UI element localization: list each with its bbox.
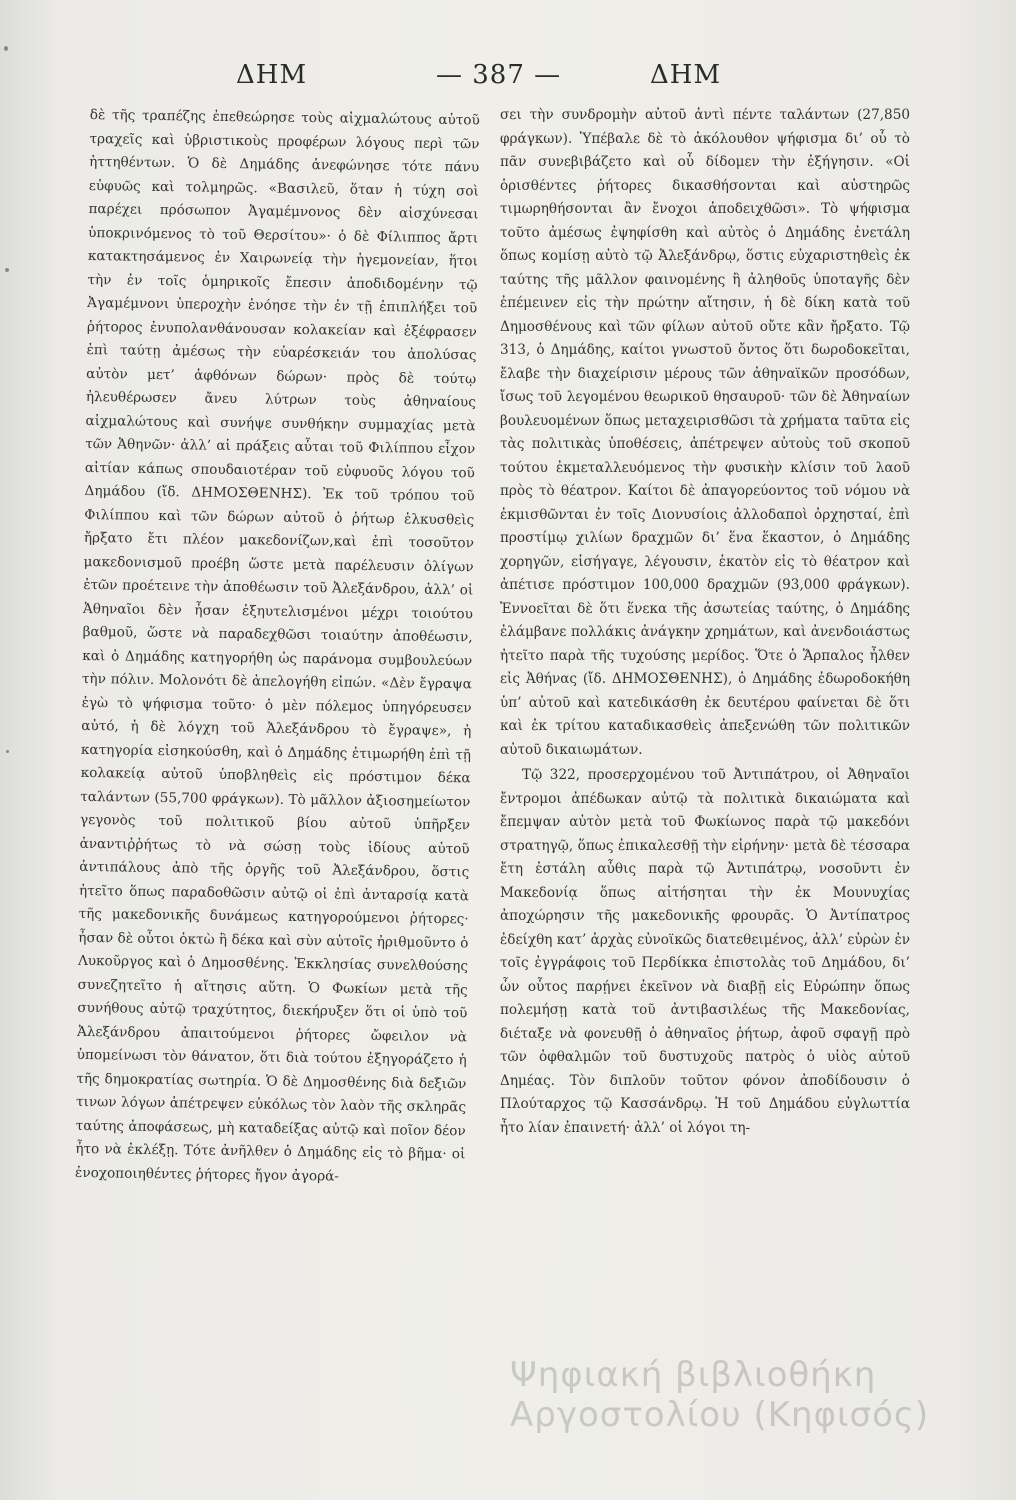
ink-speck	[6, 750, 9, 753]
header-left-word: ΔΗΜ	[236, 60, 308, 90]
library-watermark	[510, 1355, 950, 1435]
left-paragraph-1: δὲ τῆς τραπέζης ἐπεθεώρησε τοὺς αἰχμαλώτους αὐτοῦ τραχεῖς καὶ ὑβριστικοὺς προφέρων λόγους περὶ τῶν ἡττηθέντων. Ὁ δὲ Δημάδης ἀνεφώνησε τότε πάνυ εὐφυῶς καὶ τολμηρῶς. «Βασιλεῦ, ὅταν ἡ τύχη σοὶ παρέχει πρόσωπον Ἀγαμέμνονος δὲν αἰσχύνεσαι ὑποκρινόμενος τὸ τοῦ Θερσίτου»· ὁ δὲ Φίλιππος ἄρτι κατακτησάμενος ἐν Χαιρωνείᾳ τὴν ἡγεμονείαν, ἥτοι τὴν ἐν τοῖς ὁμηρικοῖς ἔπεσιν ἀποδιδομένην τῷ Ἀγαμέμνονι ὑπεροχὴν ἐνόησε τὴν ἐν τῇ ἐπιπλήξει τοῦ ῥήτορος ἐνυπολανθάνουσαν κολακείαν καὶ ἐξέφρασεν ἐπὶ ταύτῃ ἀμέσως τὴν εὐαρέσκειάν του ἀπολύσας αὐτὸν μετ’ ἀφθόνων δώρων· πρὸς δὲ τούτῳ ἠλευθέρωσεν ἄνευ λύτρων τοὺς ἀθηναίους αἰχμαλώτους καὶ συνήψε συνθήκην συμμαχίας μετὰ τῶν Ἀθηνῶν· ἀλλ’ αἱ πράξεις αὗται τοῦ Φιλίππου εἶχον αἰτίαν κάπως σπουδαιοτέραν τοῦ εὐφυοῦς λόγου τοῦ Δημάδου (ἴδ. ΔΗΜΟΣΘΕΝΗΣ). Ἐκ τοῦ τρόπου τοῦ Φιλίππου καὶ τῶν δώρων αὐτοῦ ὁ ῥήτωρ ἑλκυσθεὶς ἤρξατο ἔτι πλέον μακεδονίζων,καὶ ἐπὶ τοσοῦτον μακεδονισμοῦ προέβη ὥστε μετὰ παρέλευσιν ὀλίγων ἐτῶν προέτεινε τὴν ἀποθέωσιν τοῦ Ἀλεξάνδρου, ἀλλ’ οἱ Ἀθηναῖοι δὲν ἦσαν ἐξηυτελισμένοι μέχρι τοιούτου βαθμοῦ, ὥστε νὰ παραδεχθῶσι τοιαύτην ἀποθέωσιν, καὶ ὁ Δημάδης κατηγορήθη ὡς παράνομα συμβουλεύων τὴν πόλιν. Μολονότι δὲ ἀπελογήθη εἰπών. «Δὲν ἔγραψα ἐγὼ τὸ ψήφισμα τοῦτο· ὁ μὲν πόλεμος ὑπηγόρευσεν αὐτό, ἡ δὲ λόγχη τοῦ Ἀλεξάνδρου τὸ ἔγραψε», ἡ κατηγορία εἰσηκούσθη, καὶ ὁ Δημάδης ἐτιμωρήθη ἐπὶ τῇ κολακείᾳ αὐτοῦ ὑποβληθεὶς εἰς πρόστιμον δέκα ταλάντων (55,700 φράγκων). Τὸ μᾶλλον ἀξιοσημείωτον γεγονὸς τοῦ πολιτικοῦ βίου αὐτοῦ ὑπῆρξεν ἀναντιῤῥήτως τὸ νὰ σώσῃ τοὺς ἰδίους αὐτοῦ ἀντιπάλους ἀπὸ τῆς ὀργῆς τοῦ Ἀλεξάνδρου, ὅστις ἠτεῖτο ὅπως παραδοθῶσιν αὐτῷ οἱ ἐπὶ ἀνταρσίᾳ κατὰ τῆς μακεδονικῆς δυνάμεως κατηγορούμενοι ῥήτορες· ἦσαν δὲ οὗτοι ὀκτὼ ἢ δέκα καὶ σὺν αὐτοῖς ἠριθμοῦντο ὁ Λυκοῦργος καὶ ὁ Δημοσθένης. Ἐκκλησίας συνελθούσης συνεζητεῖτο ἡ αἴτησις αὕτη. Ὁ Φωκίων μετὰ τῆς συνήθους αὐτῷ τραχύτητος, διεκήρυξεν ὅτι οἱ ὑπὸ τοῦ Ἀλεξάνδρου ἀπαιτούμενοι ῥήτορες ὤφειλον νὰ ὑπομείνωσι τὸν θάνατον, ὅτι διὰ τούτου ἐξηγοράζετο ἡ τῆς δημοκρατίας σωτηρία. Ὁ δὲ Δημοσθένης διὰ δεξιῶν τινων λόγων ἀπέτρεψεν εὐκόλως τὸν λαὸν τῆς σκληρᾶς ταύτης ἀποφάσεως, μὴ καταδείξας αὐτῷ καὶ ποῖον δέον ἦτο νὰ ἐκλέξῃ. Τότε ἀνῆλθεν ὁ Δημάδης εἰς τὸ βῆμα· οἱ ἐνοχοποιηθέντες ῥήτορες ἤγον ἀγορά-	[74, 106, 480, 1185]
right-text-column	[500, 104, 910, 1140]
left-text-column	[75, 104, 480, 1190]
ink-speck	[4, 46, 8, 51]
running-header	[0, 60, 1016, 100]
header-right-word: ΔΗΜ	[650, 60, 722, 90]
page-number: — 387 —	[436, 60, 562, 90]
watermark-line-1: Ψηφιακή βιβλιοθήκη	[510, 1355, 877, 1395]
watermark-line-2: Αργοστολίου (Κηφισός)	[510, 1395, 930, 1435]
ink-speck	[5, 268, 9, 272]
right-paragraph-2: Τῷ 322, προσερχομένου τοῦ Ἀντιπάτρου, οἱ Ἀθηναῖοι ἔντρομοι ἀπέδωκαν αὐτῷ τὰ πολιτικὰ δικαιώματα καὶ ἔπεμψαν αὐτὸν μετὰ τοῦ Φωκίωνος παρὰ τῷ μακεδόνι στρατηγῷ, ὅπως ἐπικαλεσθῇ τὴν εἰρήνην· μετὰ δὲ τέσσαρα ἔτη ἐστάλη αὖθις παρὰ τῷ Ἀντιπάτρῳ, νοσοῦντι ἐν Μακεδονίᾳ ὅπως αἰτήσηται τὴν ἐκ Μουνυχίας ἀποχώρησιν τῆς μακεδονικῆς φρουρᾶς. Ὁ Ἀντίπατρος ἐδείχθη κατ’ ἀρχὰς εὐνοϊκῶς διατεθειμένος, ἀλλ’ εὑρὼν ἐν τοῖς ἐγγράφοις τοῦ Περδίκκα ἐπιστολὰς τοῦ Δημάδου, δι’ ὧν οὗτος παρῄνει ἐκεῖνον νὰ διαβῇ εἰς Εὐρώπην ὅπως πολεμήσῃ κατὰ τοῦ ἀντιβασιλέως τῆς Μακεδονίας, διέταξε νὰ φονευθῇ ὁ ἀθηναῖος ῥήτωρ, ἀφοῦ σφαγῇ πρὸ τῶν ὀφθαλμῶν τοῦ δυστυχοῦς πατρὸς ὁ υἱὸς αὐτοῦ Δημέας. Τὸν διπλοῦν τοῦτον φόνον ἀποδίδουσιν ὁ Πλούταρχος τῷ Κασσάνδρῳ. Ἡ τοῦ Δημάδου εὐγλωττία ἦτο λίαν ἐπαινετή· ἀλλ’ οἱ λόγοι τη-	[500, 767, 910, 1136]
right-paragraph-1: σει τὴν συνδρομὴν αὐτοῦ ἀντὶ πέντε ταλάντων (27,850 φράγκων). Ὑπέβαλε δὲ τὸ ἀκόλουθον ψήφισμα δι’ οὗ τὸ πᾶν συνεβιβάζετο καὶ οὗ δίδομεν τὴν ἐξήγησιν. «Οἱ ὁρισθέντες ῥήτορες δικασθήσονται καὶ αὐστηρῶς τιμωρηθήσονται ἂν ἔνοχοι ἀποδειχθῶσι». Τὸ ψήφισμα τοῦτο ἀμέσως ἐψηφίσθη καὶ αὐτὸς ὁ Δημάδης ἐνετάλη ὅπως κομίσῃ αὐτὸ τῷ Ἀλεξάνδρῳ, ὅστις εὐχαριστηθεὶς ἐκ ταύτης τῆς μᾶλλον φαινομένης ἢ ἀληθοῦς ὑποταγῆς δὲν ἐπέμεινεν εἰς τὴν πρώτην αἴτησιν, ἡ δὲ δίκη κατὰ τοῦ Δημοσθένους καὶ τῶν φίλων αὐτοῦ οὔτε κἂν ἤρξατο. Τῷ 313, ὁ Δημάδης, καίτοι γνωστοῦ ὄντος ὅτι δωροδοκεῖται, ἔλαβε τὴν διαχείρισιν μέρους τῶν ἀθηναϊκῶν προσόδων, ἴσως τοῦ λεγομένου θεωρικοῦ θησαυροῦ· τῶν δὲ Ἀθηναίων βουλευομένων ὅπως μεταχειρισθῶσι τὰ χρήματα ταῦτα εἰς τὰς πολιτικὰς ὑποθέσεις, ἀπέτρεψεν αὐτοὺς τοῦ σκοποῦ τούτου ἐκμεταλλευόμενος τὴν φυσικὴν κλίσιν τοῦ λαοῦ πρὸς τὸ θέατρον. Καίτοι δὲ ἀπαγορεύοντος τοῦ νόμου νὰ ἐκμισθῶνται ἐν τοῖς Διονυσίοις ἀλλοδαποὶ ὀρχησταί, ἐπὶ προστίμῳ χιλίων δραχμῶν δι’ ἕνα ἕκαστον, ὁ Δημάδης χορηγῶν, εἰσήγαγε, λέγουσιν, ἑκατὸν εἰς τὸ θέατρον καὶ ἀπέτισε πρόστιμον 100,000 δραχμῶν (93,000 φράγκων). Ἐννοεῖται δὲ ὅτι ἕνεκα τῆς ἀσωτείας ταύτης, ὁ Δημάδης ἐλάμβανε πολλάκις ἀνάγκην χρημάτων, καὶ ἀνενδοιάστως ἠτεῖτο παρὰ τῆς τυχούσης μερίδος. Ὅτε ὁ Ἅρπαλος ἦλθεν εἰς Ἀθήνας (ἴδ. ΔΗΜΟΣΘΕΝΗΣ), ὁ Δημάδης ἐδωροδοκήθη ὑπ’ αὐτοῦ καὶ κατεδικάσθη ἐκ δευτέρου φαίνεται δὲ ὅτι καὶ ἐκ τρίτου καταδικασθεὶς ἀπεξενώθη τῶν πολιτικῶν αὐτοῦ δικαιωμάτων.	[500, 107, 910, 758]
